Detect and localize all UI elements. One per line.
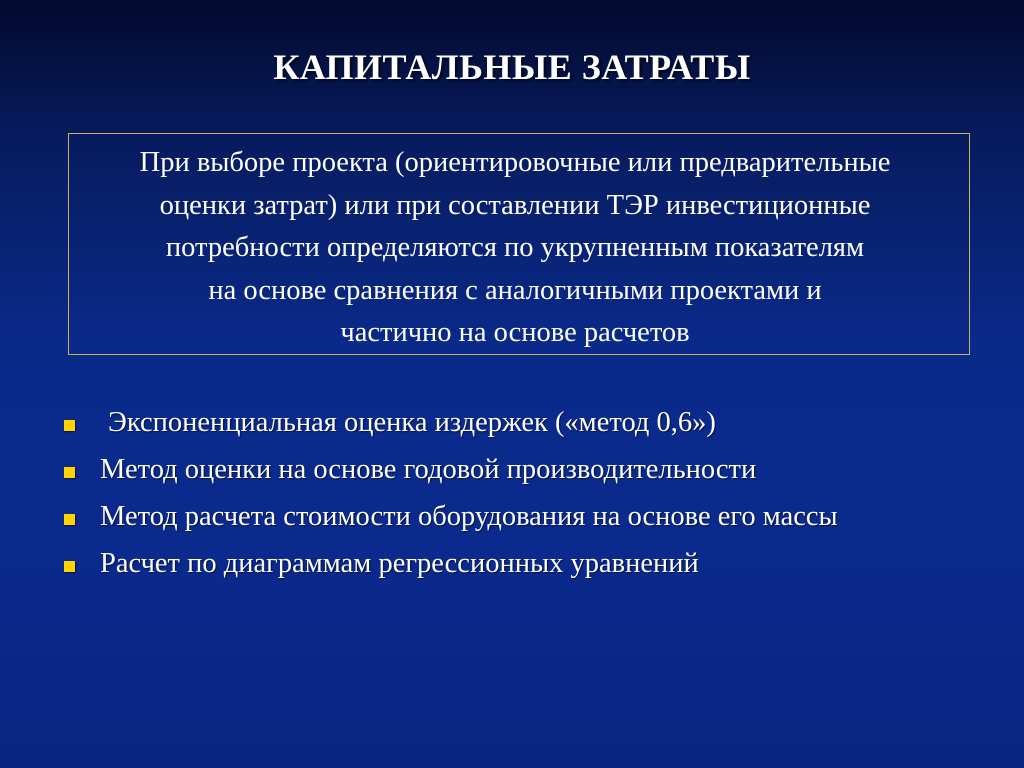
note-line: оценки затрат) или при составлении ТЭР инвестиционные	[159, 189, 871, 221]
bullet-item	[60, 403, 960, 443]
bullet-text: Метод расчета стоимости оборудования на основе его массы	[100, 501, 838, 532]
note-line: потребности определяются по укрупненным показателям	[165, 232, 865, 263]
note-line: частично на основе расчетов	[340, 317, 690, 348]
bullet-item	[60, 497, 960, 537]
note-text	[60, 142, 970, 355]
bullet-text: Метод оценки на основе годовой производительности	[100, 454, 757, 485]
square-bullet-icon	[64, 514, 75, 525]
slide-title: КАПИТАЛЬНЫЕ ЗАТРАТЫ	[273, 47, 751, 87]
bullet-item	[60, 450, 960, 490]
square-bullet-icon	[64, 561, 75, 572]
note-line: на основе сравнения с аналогичными проектами и	[208, 274, 822, 306]
bullet-text: Расчет по диаграммам регрессионных уравнений	[100, 548, 699, 579]
square-bullet-icon	[64, 467, 75, 478]
bullet-text: Экспоненциальная оценка издержек («метод 0,6»)	[108, 407, 716, 438]
square-bullet-icon	[64, 420, 75, 431]
bullet-list	[60, 403, 960, 591]
note-line: При выборе проекта (ориентировочные или предварительные	[139, 147, 891, 178]
bullet-item	[60, 544, 960, 584]
